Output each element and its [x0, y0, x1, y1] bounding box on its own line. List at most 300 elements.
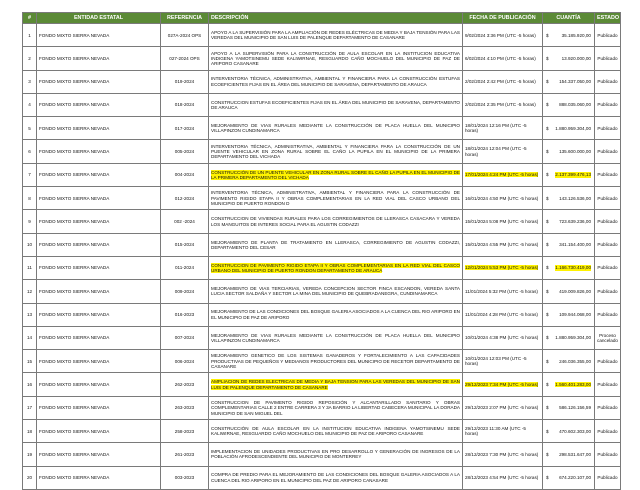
row-referencia-text: 012-2024 [174, 195, 195, 201]
row-referencia-text: 261-2023 [174, 451, 195, 457]
row-entidad-text: FONDO MIXTO SIERRA NEVADA [39, 102, 110, 108]
row-estado [595, 420, 621, 443]
row-descripcion-text: AMPLIACION DE REDES ELECTRICAS DE MEDIA Y BAJA TENSION PARA LAS VEREDAS DEL MUNICIPIO DE SAN LUIS DE PALENQUE DEPARTAMENTO DE CASANARE [211, 379, 460, 390]
row-referencia [161, 396, 209, 419]
row-entidad [37, 117, 161, 140]
row-number [23, 326, 37, 349]
row-referencia [161, 93, 209, 116]
table-row [23, 163, 621, 186]
row-fecha-text: 17/01/2024 4:24 PM (UTC -5 horas) [465, 172, 539, 178]
row-number [23, 47, 37, 70]
row-number-text: 14 [26, 335, 33, 341]
row-entidad [37, 47, 161, 70]
row-referencia-text: 016-2023 [174, 312, 195, 318]
row-number-text: 20 [26, 475, 33, 481]
row-fecha-text: 29/12/2023 7:34 PM (UTC -5 horas) [465, 381, 539, 387]
amount-value: 888.035.060,00 [559, 102, 591, 108]
currency-symbol: $ [546, 125, 549, 131]
row-number-text: 8 [28, 195, 31, 201]
amount-value: 1.166.730.419,00 [555, 265, 591, 271]
row-descripcion [209, 420, 463, 443]
row-entidad-text: FONDO MIXTO SIERRA NEVADA [39, 79, 110, 85]
row-fecha-text: 10/01/2024 12:03 PM (UTC -5 horas) [465, 356, 527, 367]
row-referencia [161, 47, 209, 70]
amount-value: 298.531.647,00 [559, 451, 591, 457]
row-number-text: 16 [26, 381, 33, 387]
row-referencia-text: 007-2024 [174, 335, 195, 341]
table-row [23, 210, 621, 233]
table-row [23, 47, 621, 70]
row-estado-text: Publicado [597, 428, 618, 434]
row-estado [595, 24, 621, 47]
row-number-text: 3 [28, 79, 31, 85]
amount-value: 246.036.355,00 [559, 358, 591, 364]
amount-value: 143.126.536,00 [559, 195, 591, 201]
row-descripcion-text: CONSTRUCCIÓN DE UN PUENTE VEHICULAR EN ZONA RURAL SOBRE EL CAÑO LA PUPILA EN EL MUNICIPIO DE LA PRIMERA DEPARTAMENTO DEL VICHADA [211, 169, 460, 180]
row-cuantia [543, 187, 595, 210]
row-cuantia [543, 210, 595, 233]
row-fecha [463, 140, 543, 163]
row-entidad-text: FONDO MIXTO SIERRA NEVADA [39, 265, 110, 271]
row-fecha [463, 466, 543, 489]
row-cuantia [543, 140, 595, 163]
amount-value: 723.639.236,00 [559, 218, 591, 224]
row-entidad-text: FONDO MIXTO SIERRA NEVADA [39, 148, 110, 154]
row-descripcion-text: MEJORAMIENTO DE VIAS RURALES MEDIANTE LA CONSTRUCCIÓN DE PLACA HUELLA DEL MUNICIPIO VILLAPINZON CUNDINAMARCA [211, 123, 460, 134]
row-referencia-text: 262-2023 [174, 381, 195, 387]
currency-symbol: $ [546, 358, 549, 364]
row-number [23, 117, 37, 140]
row-number [23, 303, 37, 326]
row-entidad-text: FONDO MIXTO SIERRA NEVADA [39, 288, 110, 294]
row-entidad-text: FONDO MIXTO SIERRA NEVADA [39, 172, 110, 178]
row-fecha-text: 9/02/2024 3:36 PM (UTC -5 horas) [465, 32, 536, 38]
row-referencia [161, 420, 209, 443]
row-fecha-text: 18/01/2024 12:16 PM (UTC -5 horas) [465, 123, 527, 134]
row-descripcion [209, 350, 463, 373]
row-fecha-text: 11/01/2024 4:28 PM (UTC -5 horas) [465, 312, 538, 318]
row-estado-text: Publicado [597, 79, 618, 85]
row-referencia-text: 003-2023 [174, 475, 195, 481]
table-row [23, 187, 621, 210]
table-row [23, 466, 621, 489]
row-descripcion-text: CONSTRUCCIÓN DE AULA ESCOLAR EN LA INSTITUCION EDUCATIVA INDIGENA YAMOTSINEMU SEDE KALIWIRNAE, RESGUARDO CAÑO MOCHUELO DEL MUNICIPIO DE PAZ DE ARIPORO CASANARE [211, 425, 460, 437]
row-referencia [161, 24, 209, 47]
row-number-text: 5 [28, 125, 31, 131]
contracts-table [22, 12, 621, 490]
row-estado-text: Publicado [597, 218, 618, 224]
row-entidad [37, 187, 161, 210]
row-referencia [161, 117, 209, 140]
row-estado-text: Publicado [597, 475, 618, 481]
header-referencia: REFERENCIA [161, 13, 209, 24]
row-referencia [161, 373, 209, 396]
row-referencia-text: 005-2024 [174, 148, 195, 154]
row-fecha [463, 70, 543, 93]
amount-value: 135.600.000,00 [559, 148, 591, 154]
row-number [23, 396, 37, 419]
row-estado-text: Publicado [597, 451, 618, 457]
header-descripcion: DESCRIPCIÓN [209, 13, 463, 24]
row-descripcion [209, 303, 463, 326]
row-estado-text: Publicado [597, 172, 618, 178]
currency-symbol: $ [546, 32, 549, 38]
row-fecha-text: 28/12/2023 7:30 PM (UTC -5 horas) [465, 451, 539, 457]
row-fecha [463, 210, 543, 233]
row-estado [595, 280, 621, 303]
row-referencia-text: 004-2024 [174, 172, 195, 178]
row-estado [595, 140, 621, 163]
row-referencia [161, 210, 209, 233]
row-referencia [161, 70, 209, 93]
table-row [23, 93, 621, 116]
row-referencia-text: 017-2024 [174, 125, 195, 131]
row-fecha-text: 2/02/2024 2:42 PM (UTC -5 horas) [465, 79, 536, 85]
row-cuantia [543, 373, 595, 396]
row-fecha [463, 24, 543, 47]
header-entidad: ENTIDAD ESTATAL [37, 13, 161, 24]
currency-symbol: $ [546, 475, 549, 481]
amount-value: 13.920.000,00 [561, 55, 591, 61]
table-row [23, 70, 621, 93]
row-cuantia [543, 466, 595, 489]
row-referencia-text: 018-2024 [174, 102, 195, 108]
row-descripcion [209, 24, 463, 47]
row-fecha-text: 2/02/2024 2:35 PM (UTC -5 horas) [465, 102, 536, 108]
row-entidad-text: FONDO MIXTO SIERRA NEVADA [39, 451, 110, 457]
row-referencia-text: 027-2024 OPS [169, 55, 200, 61]
amount-value: 470.602.303,00 [559, 428, 591, 434]
row-estado [595, 256, 621, 279]
table-row [23, 350, 621, 373]
row-descripcion [209, 280, 463, 303]
row-cuantia [543, 303, 595, 326]
amount-value: 154.337.050,00 [559, 79, 591, 85]
currency-symbol: $ [546, 312, 549, 318]
row-descripcion [209, 256, 463, 279]
table-row [23, 280, 621, 303]
row-number [23, 420, 37, 443]
row-entidad [37, 350, 161, 373]
row-estado [595, 187, 621, 210]
row-fecha [463, 303, 543, 326]
row-fecha [463, 280, 543, 303]
row-fecha-text: 12/01/2024 5:53 PM (UTC -5 horas) [465, 265, 539, 271]
row-fecha-text: 6/02/2024 4:10 PM (UTC -5 horas) [465, 55, 536, 61]
row-cuantia [543, 163, 595, 186]
amount-value: 341.154.400,00 [559, 242, 591, 248]
row-estado [595, 396, 621, 419]
row-referencia [161, 140, 209, 163]
amount-value: 2.137.399.476,13 [555, 172, 591, 178]
row-number-text: 19 [26, 451, 33, 457]
row-descripcion [209, 466, 463, 489]
amount-value: 1.880.959.304,00 [555, 335, 591, 341]
row-number-text: 15 [26, 358, 33, 364]
row-descripcion [209, 140, 463, 163]
row-descripcion [209, 163, 463, 186]
row-number [23, 373, 37, 396]
row-descripcion-text: CONSTRUCCION DE PAVIMENTO RIGIDO REPOSICIÓN Y ALCANTARILLADO SANITARIO Y OBRAS COMPLEMENTARIAS CALLE 2 ENTRE CARRERA 3 Y 3A BARRIO LA LIBERTAD CABECERA MUNICIPAL LA DORADA MUNICIPIO DE SAN MIGUEL DEL [211, 399, 460, 416]
row-entidad [37, 326, 161, 349]
row-referencia [161, 187, 209, 210]
row-fecha-text: 18/01/2024 12:04 PM (UTC -5 horas) [465, 146, 527, 157]
row-estado-text: Publicado [597, 288, 618, 294]
row-estado-text: Publicado [597, 125, 618, 131]
row-descripcion [209, 233, 463, 256]
currency-symbol: $ [546, 172, 549, 178]
table-row [23, 420, 621, 443]
row-referencia-text: 258-2023 [174, 428, 195, 434]
row-entidad [37, 140, 161, 163]
row-descripcion [209, 70, 463, 93]
row-estado [595, 117, 621, 140]
row-descripcion [209, 373, 463, 396]
row-estado-text: Publicado [597, 32, 618, 38]
row-descripcion-text: IMPLEMENTACION DE UNIDADES PRODUCTIVAS EN PRO DESARROLLO Y GENERACIÓN DE INGRESOS DE LA POBLACIÓN AFRODESCENDIENTE DEL MUNICIPIO DE MONTERREY [211, 449, 460, 460]
row-number [23, 187, 37, 210]
row-number [23, 210, 37, 233]
row-estado-text: Publicado [597, 148, 618, 154]
amount-value: 674.220.107,00 [559, 475, 591, 481]
row-fecha [463, 373, 543, 396]
row-descripcion [209, 187, 463, 210]
row-number [23, 466, 37, 489]
row-estado-text: Publicado [597, 312, 618, 318]
row-estado [595, 443, 621, 466]
currency-symbol: $ [546, 265, 549, 271]
header-cuantia: CUANTÍA [543, 13, 595, 24]
row-estado-text: Publicado [597, 102, 618, 108]
row-fecha-text: 29/12/2023 2:07 PM (UTC -5 horas) [465, 405, 539, 411]
row-number-text: 17 [26, 405, 33, 411]
row-estado-text: Publicado [597, 195, 618, 201]
row-estado-text: Publicado [597, 242, 618, 248]
row-number-text: 13 [26, 312, 33, 318]
currency-symbol: $ [546, 405, 549, 411]
row-number [23, 24, 37, 47]
row-entidad-text: FONDO MIXTO SIERRA NEVADA [39, 125, 110, 131]
row-number [23, 93, 37, 116]
row-entidad [37, 256, 161, 279]
row-fecha-text: 15/01/2024 4:55 PM (UTC -5 horas) [465, 242, 539, 248]
row-cuantia [543, 280, 595, 303]
row-entidad-text: FONDO MIXTO SIERRA NEVADA [39, 55, 110, 61]
table-row [23, 117, 621, 140]
row-number [23, 280, 37, 303]
row-descripcion-text: MEJORAMIENTO DE VIAS RURALES MEDIANTE LA CONSTRUCCIÓN DE PLACA HUELLA DEL MUNICIPIO VILLAPINZON CUNDINAMARCA [211, 332, 460, 343]
row-estado [595, 373, 621, 396]
row-fecha-text: 16/01/2024 4:50 PM (UTC -5 horas) [465, 195, 539, 201]
row-entidad-text: FONDO MIXTO SIERRA NEVADA [39, 195, 110, 201]
amount-value: 419.009.826,00 [559, 288, 591, 294]
row-number-text: 18 [26, 428, 33, 434]
row-referencia [161, 163, 209, 186]
row-number-text: 12 [26, 288, 33, 294]
table-header-row [23, 13, 621, 24]
row-fecha [463, 326, 543, 349]
row-referencia [161, 256, 209, 279]
row-number-text: 7 [28, 172, 31, 178]
row-referencia-text: 015-2024 [174, 242, 195, 248]
row-fecha-text: 29/12/2023 11:30 AM (UTC -5 horas) [465, 425, 526, 437]
row-entidad [37, 396, 161, 419]
row-fecha-text: 15/01/2024 5:08 PM (UTC -5 horas) [465, 218, 539, 224]
row-number [23, 233, 37, 256]
row-number-text: 1 [28, 32, 31, 38]
row-entidad [37, 443, 161, 466]
row-estado-text: Publicado [597, 405, 618, 411]
currency-symbol: $ [546, 218, 549, 224]
row-descripcion [209, 117, 463, 140]
row-descripcion [209, 326, 463, 349]
row-entidad [37, 373, 161, 396]
row-entidad [37, 233, 161, 256]
row-descripcion [209, 396, 463, 419]
row-number-text: 11 [27, 265, 32, 271]
row-referencia [161, 350, 209, 373]
row-fecha [463, 396, 543, 419]
row-number [23, 443, 37, 466]
row-referencia-text: 009-2024 [174, 288, 195, 294]
row-descripcion [209, 443, 463, 466]
row-descripcion-text: APOYO A LA SUPERVISIÓN PARA LA CONSTRUCCIÓN DE AULA ESCOLAR EN LA INSTITUCION EDUCATIVA INDIGENA YAMOTSINEMU SEDE KALIWIRNAE, RESGUARDO CAÑO MOCHUELO DEL MUNICIPIO DE PAZ DE ARIPORO CASANARE [211, 50, 460, 67]
row-descripcion-text: MEJORAMIENTO DE VIAS TERCIARIAS, VEREDA CONCEPCION SECTOR FINCA ESCANDON, VEREDA SANTA LUCIA SECTOR SALDAÑA Y SECTOR LA MINA DEL MUNICIPIO DE QUEBRADANEGRA, CUNDINAMARCA [211, 286, 460, 297]
row-descripcion-text: COMPRA DE PREDIO PARA EL MEJORAMIENTO DE LAS CONDICIONES DEL BOSQUE GALERIA ASOCIADOS A LA CUENCA DEL RIO ARIPORO EN EL MUNICIPIO DEL PAZ DE ARIPORO CANASARE [211, 472, 460, 483]
row-fecha [463, 350, 543, 373]
row-referencia-text: 019-2024 [174, 79, 195, 85]
row-descripcion-text: INTERVENTORIA TÉCNICA, ADMINISTRATIVA, AMBIENTAL Y FINANCIERA PARA LA CONSTRUCCIÓN DE UN PUENTE VEHICULAR EN ZONA RURAL SOBRE EL CAÑO LA PUPILA EN EL MUNICIPIO DE LA PRIMERA DEPARTAMENTO DEL VICHADA [211, 143, 460, 160]
row-entidad [37, 163, 161, 186]
row-referencia [161, 303, 209, 326]
row-estado [595, 233, 621, 256]
row-entidad [37, 466, 161, 489]
row-number-text: 4 [28, 102, 31, 108]
row-cuantia [543, 443, 595, 466]
row-descripcion-text: CONSTRUCCION DE PAVIMENTO RIGIDO ETAPA II Y OBRAS COMPLEMENTARIAS EN LA RED VIAL DEL CASCO URBANO DEL MUNICIPIO DE PUERTO RONDON DEPARTAMENTO DE ARAUCA [211, 262, 460, 274]
row-estado [595, 466, 621, 489]
row-referencia-text: 011-2024 [174, 265, 195, 271]
table-row [23, 373, 621, 396]
row-descripcion-text: MEJORAMIENTO DE PLANTA DE TRATAMIENTO EN LLERASCA, CORREGIMIENTO DE AGUSTIN CODAZZI, DEPARTAMENTO DEL CESAR [211, 239, 460, 250]
table-row [23, 303, 621, 326]
row-entidad-text: FONDO MIXTO SIERRA NEVADA [39, 358, 110, 364]
row-entidad [37, 420, 161, 443]
row-estado-text: Publicado [597, 381, 618, 387]
table-row [23, 443, 621, 466]
row-referencia-text: 263-2023 [174, 405, 195, 411]
amount-value: 586.126.156,59 [559, 405, 591, 411]
currency-symbol: $ [546, 102, 549, 108]
row-fecha [463, 47, 543, 70]
row-number [23, 70, 37, 93]
amount-value: 1.560.401.283,00 [555, 381, 591, 387]
row-referencia-text: 002 -2024 [174, 218, 195, 224]
row-fecha [463, 420, 543, 443]
row-estado [595, 350, 621, 373]
table-row [23, 256, 621, 279]
row-referencia-text: 006-2024 [174, 358, 195, 364]
table-row [23, 24, 621, 47]
row-entidad [37, 280, 161, 303]
row-cuantia [543, 47, 595, 70]
currency-symbol: $ [546, 381, 549, 387]
row-cuantia [543, 117, 595, 140]
row-entidad-text: FONDO MIXTO SIERRA NEVADA [39, 428, 110, 434]
row-fecha-text: 11/01/2024 5:32 PM (UTC -5 horas) [465, 288, 538, 294]
row-cuantia [543, 24, 595, 47]
row-fecha [463, 187, 543, 210]
row-number [23, 140, 37, 163]
row-referencia [161, 280, 209, 303]
row-cuantia [543, 93, 595, 116]
currency-symbol: $ [546, 288, 549, 294]
currency-symbol: $ [546, 55, 549, 61]
row-descripcion-text: CONSTRUCCION DE VIVIENDAS RURALES PARA LOS CORREGIMIENTOS DE LLERASCA CASACARA Y VEREDA LOS MANGUITOS DE INTERES SOCIAL PARA EL AGUSTIN CODAZZI [211, 216, 460, 227]
row-descripcion-text: APOYO A LA SUPERVISIÓN PARA LA AMPLIACIÓN DE REDES ELÉCTRICAS DE MEDIA Y BAJA TENSIÓN PARA LAS VEREDAS DEL MUNICIPIO DE SAN LUIS DE PALENQUE DEPARTAMENTO DE CASANARE [211, 29, 460, 41]
row-entidad-text: FONDO MIXTO SIERRA NEVADA [39, 335, 110, 341]
row-descripcion [209, 93, 463, 116]
row-estado [595, 70, 621, 93]
row-entidad-text: FONDO MIXTO SIERRA NEVADA [39, 32, 110, 38]
row-estado [595, 210, 621, 233]
row-number [23, 163, 37, 186]
row-entidad-text: FONDO MIXTO SIERRA NEVADA [39, 475, 110, 481]
amount-value: 35.185.920,00 [561, 32, 591, 38]
currency-symbol: $ [546, 79, 549, 85]
row-estado [595, 93, 621, 116]
row-fecha [463, 443, 543, 466]
row-descripcion [209, 47, 463, 70]
row-estado [595, 303, 621, 326]
table-row [23, 233, 621, 256]
header-number: # [23, 13, 37, 24]
currency-symbol: $ [546, 195, 549, 201]
row-number [23, 350, 37, 373]
row-fecha [463, 117, 543, 140]
row-entidad-text: FONDO MIXTO SIERRA NEVADA [39, 242, 110, 248]
row-estado-text: Publicado [597, 55, 618, 61]
row-cuantia [543, 350, 595, 373]
row-number [23, 256, 37, 279]
currency-symbol: $ [546, 148, 549, 154]
row-estado-text: Publicado [597, 358, 618, 364]
amount-value: 109.944.068,00 [559, 312, 591, 318]
header-fecha: FECHA DE PUBLICACIÓN [463, 13, 543, 24]
row-entidad [37, 24, 161, 47]
row-cuantia [543, 256, 595, 279]
row-entidad-text: FONDO MIXTO SIERRA NEVADA [39, 405, 110, 411]
row-referencia-text: 027A-2024 OPS [167, 32, 202, 38]
table-row [23, 326, 621, 349]
row-cuantia [543, 233, 595, 256]
row-number-text: 9 [28, 218, 31, 224]
row-referencia [161, 326, 209, 349]
row-entidad-text: FONDO MIXTO SIERRA NEVADA [39, 381, 110, 387]
row-cuantia [543, 420, 595, 443]
row-descripcion-text: CONSTRUCCION ESTUFAS ECOEFICIENTES FIJAS EN EL ÁREA DEL MUNICIPIO DE SARAVENA, DEPARTAMENTO DE ARAUCA [211, 99, 460, 111]
table-row [23, 396, 621, 419]
row-entidad [37, 303, 161, 326]
row-number-text: 6 [28, 148, 31, 154]
row-fecha [463, 256, 543, 279]
row-number-text: 2 [28, 55, 31, 61]
row-estado-text: Publicado [597, 265, 618, 271]
row-number-text: 10 [26, 242, 33, 248]
contracts-sheet [22, 12, 621, 490]
row-fecha [463, 93, 543, 116]
row-descripcion [209, 210, 463, 233]
